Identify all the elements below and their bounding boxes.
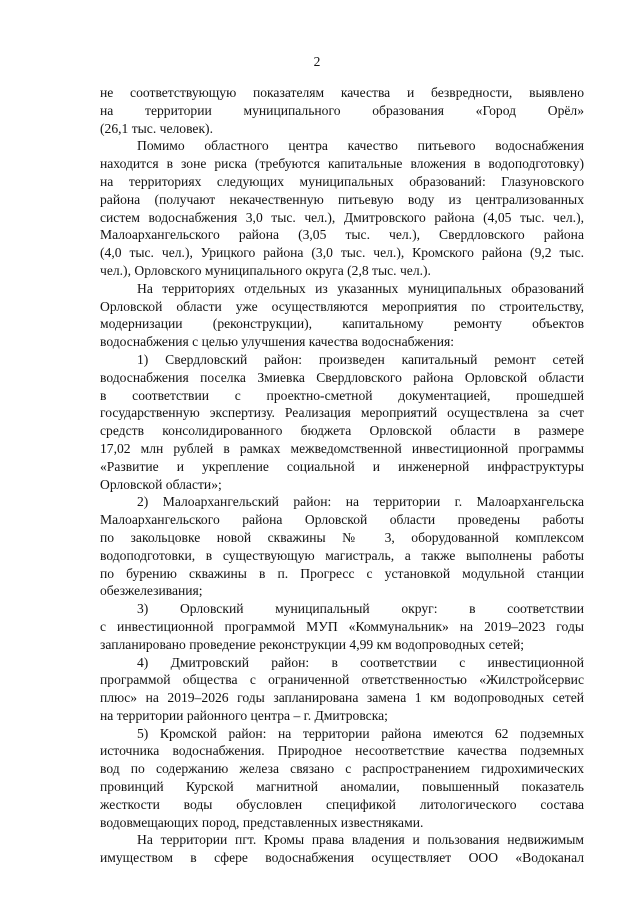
text-line: запланировано проведение реконструкции 4,99 км водопроводных сетей; <box>100 636 525 652</box>
text-line: средств консолидированного бюджета Орловской области в размере <box>100 423 584 439</box>
text-line: Орловской области уже осуществляются мероприятия по строительству, <box>100 298 584 314</box>
text-line: 5) Кромской район: на территории района имеются 62 подземных <box>137 725 584 741</box>
text-line: Малоархангельского района Орловской области проведены работы <box>100 512 584 528</box>
text-line: «Развитие и укрепление социальной и инженерной инфраструктуры <box>100 458 584 474</box>
text-line: находится в зоне риска (требуются капитальные вложения в водоподготовку) <box>100 156 584 172</box>
text-line: источника водоснабжения. Природное несоответствие качества подземных <box>100 743 584 759</box>
text-line: государственную экспертизу. Реализация мероприятий осуществлена за счет <box>100 405 584 421</box>
text-line: обезжелезивания; <box>100 583 203 599</box>
text-line: с инвестиционной программой МУП «Коммунальник» на 2019–2023 годы <box>100 618 584 634</box>
text-line: водоснабжения с целью улучшения качества водоснабжения: <box>100 334 455 350</box>
text-line: водоподготовки, в существующую магистраль, а также выполнены работы <box>100 547 584 563</box>
text-line: чел.), Орловского муниципального округа (2,8 тыс. чел.). <box>100 262 431 278</box>
text-line: в соответствии с проектно-сметной документацией, прошедшей <box>100 387 584 403</box>
text-line: водоснабжения поселка Змиевка Свердловского района Орловской области <box>100 369 584 385</box>
text-line: систем водоснабжения 3,0 тыс. чел.), Дмитровского района (4,05 тыс. чел.), <box>100 209 584 225</box>
text-line: На территориях отдельных из указанных муниципальных образований <box>137 280 584 296</box>
text-line: района (получают некачественную питьевую воду из централизованных <box>100 191 584 207</box>
text-line: (26,1 тыс. человек). <box>100 120 213 136</box>
text-line: 2) Малоархангельский район: на территории г. Малоархангельска <box>137 494 584 510</box>
text-line: 1) Свердловский район: произведен капитальный ремонт сетей <box>137 351 584 367</box>
text-line: программой общества с ограниченной ответственностью «Жилстройсервис <box>100 672 584 688</box>
text-line: Помимо областного центра качество питьевого водоснабжения <box>137 138 584 154</box>
text-line: 4) Дмитровский район: в соответствии с инвестиционной <box>137 654 584 670</box>
text-line: водовмещающих пород, представленных известняками. <box>100 814 424 830</box>
text-line: на территории муниципального образования «Город Орёл» <box>100 102 584 118</box>
text-line: 3) Орловский муниципальный округ: в соответствии <box>137 601 584 617</box>
text-line: 17,02 млн рублей в рамках межведомственной инвестиционной программы <box>100 440 584 456</box>
page-number: 2 <box>313 54 321 69</box>
text-line: жесткости воды обусловлен спецификой литологического состава <box>100 796 584 812</box>
text-line: (4,0 тыс. чел.), Урицкого района (3,0 тыс. чел.), Кромского района (9,2 тыс. <box>100 245 584 261</box>
text-line: на территориях следующих муниципальных образований: Глазуновского <box>100 173 584 189</box>
document-body <box>100 84 584 867</box>
text-line: не соответствующую показателям качества и безвредности, выявлено <box>100 85 584 100</box>
text-line: на территории районного центра – г. Дмитровска; <box>100 707 388 723</box>
text-line: модернизации (реконструкции), капитальному ремонту объектов <box>100 316 584 332</box>
text-line: плюс» на 2019–2026 годы запланирована замена 1 км водопроводных сетей <box>100 690 584 706</box>
text-line: имуществом в сфере водоснабжения осуществляет ООО «Водоканал <box>100 850 584 866</box>
text-line: по закольцовке новой скважины № 3, оборудованной комплексом <box>100 529 584 545</box>
text-line: На территории пгт. Кромы права владения и пользования недвижимым <box>137 832 584 848</box>
text-line: провинций Курской магнитной аномалии, повышенный показатель <box>100 779 584 795</box>
text-line: вод по содержанию железа связано с распространением гидрохимических <box>100 761 584 777</box>
text-line: Малоархангельского района (3,05 тыс. чел.), Свердловского района <box>100 227 584 243</box>
text-line: Орловской области»; <box>100 476 222 492</box>
text-line: по бурению скважины в п. Прогресс с установкой модульной станции <box>100 565 584 581</box>
